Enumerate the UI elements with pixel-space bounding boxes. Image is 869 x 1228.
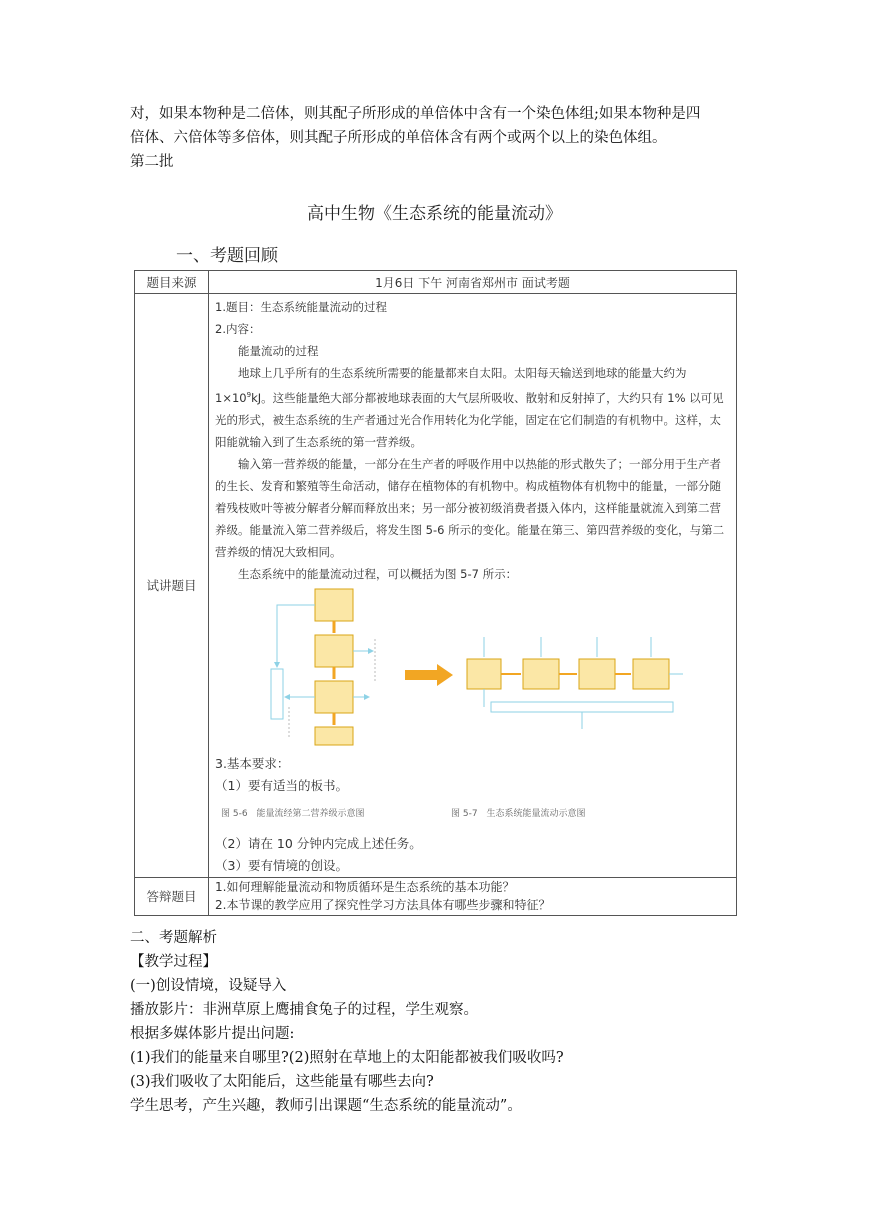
paragraph-1: 地球上几乎所有的生态系统所需要的能量都来自太阳。太阳每天输送到地球的能量大约为 $1\times 10^9kJ$。这些能量绝大部分都被地球表面的大气层所吸收、散射和反射掉了，大约只有 1% 以可见光的形式，被生态系统的生产者通过光合作用转化为化学能，固定在它们制造的有机物中。这样，太阳能就输入到了生态系统的第一营养级。: [215, 366, 724, 449]
requirement-1: （1）要有适当的板书。: [215, 777, 348, 793]
decomposer-bar: [491, 702, 673, 712]
defense-question-2: 2.本节课的教学应用了探究性学习方法具体有哪些步骤和特征？: [215, 897, 551, 912]
box-decomposer: [271, 669, 283, 719]
topic-title: 1.题目：生态系统能量流动的过程: [215, 300, 387, 314]
step-1-heading: (一)创设情境，设疑导入: [130, 978, 287, 994]
figure-5-7-caption: 图 5-7 生态系统能量流动示意图: [451, 808, 586, 819]
table-row-defense: [135, 877, 737, 915]
intro-line-1: 对，如果本物种是二倍体，则其配子所形成的单倍体中含有一个染色体组;如果本物种是四: [130, 106, 701, 122]
intro-line-2: 倍体、六倍体等多倍体，则其配子所形成的单倍体含有两个或两个以上的染色体组。: [130, 130, 667, 146]
box-tertiary-consumer: [633, 659, 669, 689]
table-row-source: [135, 271, 737, 294]
topic-label: 试讲题目: [135, 294, 209, 878]
topic-content: [209, 294, 737, 878]
flow-line: [277, 605, 315, 667]
box-assimilation: [315, 635, 353, 667]
box-secondary-consumer: [579, 659, 615, 689]
teaching-process-heading: 【教学过程】: [130, 954, 217, 970]
box-next-level: [315, 727, 353, 745]
analysis-question-3: (3)我们吸收了太阳能后，这些能量有哪些去向?: [130, 1074, 434, 1090]
figure-5-7-diagram: [467, 637, 683, 729]
paragraph-2: 输入第一营养级的能量，一部分在生产者的呼吸作用中以热能的形式散失了；一部分用于生产者的生长、发育和繁殖等生命活动，储存在植物体的有机物中。构成植物体有机物中的能量，一部分随着残枝败叶等被分解者分解而释放出来；另一部分被初级消费者摄入体内，这样能量就流入到第二营养级。能量流入第二营养级后，将发生图 5-6 所示的变化。能量在第三、第四营养级的变化，与第二营养级的情况大致相同。: [215, 456, 725, 559]
section-heading-review: 一、考题回顾: [176, 246, 278, 266]
box-ingestion: [315, 589, 353, 621]
requirement-2: （2）请在 10 分钟内完成上述任务。: [215, 835, 422, 851]
requirements-heading: 3.基本要求：: [215, 755, 290, 771]
analysis-line-3: 学生思考，产生兴趣，教师引出课题“生态系统的能量流动”。: [130, 1098, 522, 1114]
table-row-topic: [135, 294, 737, 878]
box-primary-consumer: [523, 659, 559, 689]
defense-label: 答辩题目: [135, 877, 209, 915]
defense-question-1: 1.如何理解能量流动和物质循环是生态系统的基本功能？: [215, 879, 515, 894]
document-title: 高中生物《生态系统的能量流动》: [307, 204, 562, 224]
analysis-line-2: 根据多媒体影片提出问题:: [130, 1026, 295, 1042]
source-label: 题目来源: [135, 271, 209, 294]
requirement-3: （3）要有情境的创设。: [215, 857, 348, 873]
analysis-heading: 二、考题解析: [130, 930, 217, 946]
analysis-questions-1-2: (1)我们的能量来自哪里?(2)照射在草地上的太阳能都被我们吸收吗?: [130, 1050, 564, 1066]
content-label: 2.内容：: [215, 322, 261, 336]
sub-heading: 能量流动的过程: [238, 344, 319, 358]
source-value: 1月6日 下午 河南省郑州市 面试考题: [209, 271, 737, 294]
analysis-line-1: 播放影片：非洲草原上鹰捕食兔子的过程，学生观察。: [130, 1002, 478, 1018]
batch-label: 第二批: [130, 154, 174, 170]
energy-flow-figures: [265, 587, 685, 747]
box-producer: [467, 659, 501, 689]
figure-5-6-diagram: [271, 589, 375, 745]
exam-review-table: [134, 270, 737, 916]
box-growth: [315, 681, 353, 713]
defense-content: [209, 877, 737, 915]
paragraph-3: 生态系统中的能量流动过程，可以概括为图 5-7 所示：: [238, 566, 518, 581]
figure-5-6-caption: 图 5-6 能量流经第二营养级示意图: [221, 808, 365, 819]
transition-arrow-icon: [405, 664, 453, 686]
